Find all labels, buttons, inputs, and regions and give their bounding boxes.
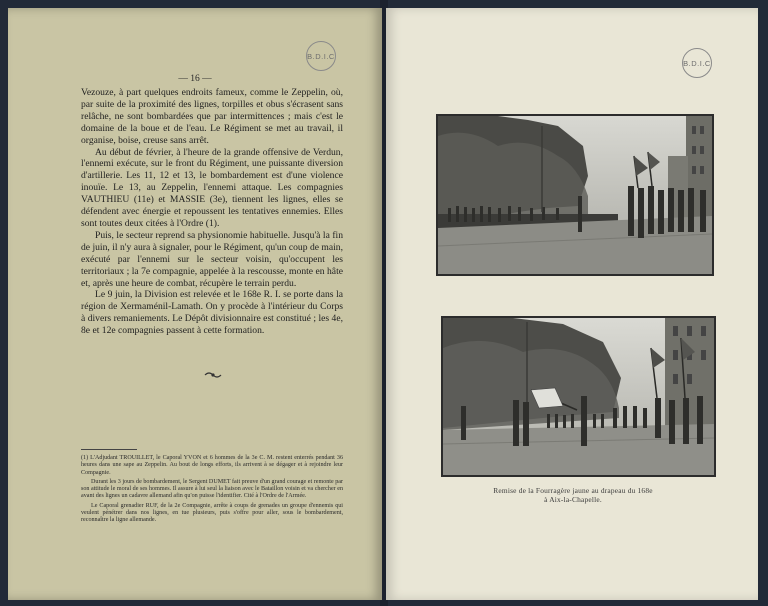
footnote: Le Caporal grenadier RUF, de la 2e Compagnie, arrête à coups de grenades un groupe d'ennemis qui veulent pénétrer dans nos lignes, en tue plusieurs, puis s'offre pour aller, sous le bombardement, reconnaître la ligne allemande. <box>81 502 343 524</box>
footnote: (1) L'Adjudant TROUILLET, le Caporal YVON et 6 hommes de la 3e C. M. restent enterrés pendant 36 heures dans une sape au Zeppelin. Au bout de longs efforts, ils arrivent à se dégager et à rejoindre leur Compagnie. <box>81 455 343 476</box>
paragraph: Le 9 juin, la Division est relevée et le 168e R. I. se porte dans la région de Xermaménil-Lamath. On y procède à l'intérieur du Corps à divers remaniements. Le Dépôt divisionnaire est constitué ; les 4e, 8e et 12e compagnies passent à cette formation. <box>81 289 343 337</box>
footnote-rule <box>81 449 137 450</box>
footnote: Durant les 3 jours de bombardement, le Sergent DUMET fait preuve d'un grand courage et remonte par son attitude le moral de ses hommes. Il assure à lui seul la liaison avec le Bataillon voisin et va chercher en avant des lignes un cadavre allemand afin qu'on puisse l'identifier. Cité à l'Ordre de l'Armée. <box>81 478 343 500</box>
footnotes <box>81 455 343 527</box>
paragraph: Au début de février, à l'heure de la grande offensive de Verdun, l'ennemi exécute, sur le front du Régiment, une puissante diversion d'artillerie. Les 11, 12 et 13, le bombardement est d'une violence inouïe. Le 13, au Zeppelin, l'ennemi attaque. Les compagnies VAUTHIEU (11e) et MASSIE (3e), tiennent les lignes, elles se défendent avec énergie et repoussent les tentatives ennemies. Elles sont toutes deux citées à l'Ordre (1). <box>81 146 343 229</box>
library-stamp: B.D.I.C <box>306 41 336 71</box>
library-stamp: B.D.I.C <box>682 48 712 78</box>
photo-parade-ceremony <box>436 114 714 276</box>
page-number: — 16 — <box>178 74 212 84</box>
caption-line: à Aix-la-Chapelle. <box>544 495 602 505</box>
left-page <box>8 8 382 600</box>
paragraph: Vezouze, à part quelques endroits fameux, comme le Zeppelin, où, par suite de la proximité des lignes, torpilles et obus s'écrasent sans relâche, ne sont bombardées que par intermittences ; mais c'est le domaine de la boue et de l'eau. Le Régiment se met au travail, il organise, boise, creuse sans arrêt. <box>81 87 343 146</box>
body-text <box>81 87 343 337</box>
photo-caption <box>436 486 710 505</box>
photo-flag-ceremony <box>441 316 716 477</box>
fleuron-ornament-icon <box>204 370 222 380</box>
caption-line: Remise de la Fourragère jaune au drapeau du 168e <box>493 486 653 495</box>
paragraph: Puis, le secteur reprend sa physionomie habituelle. Jusqu'à la fin de juin, il n'y aura à signaler, pour le Régiment, qu'un coup de main, exécuté par l'ennemi sur le secteur voisin, qu'occupent les territoriaux ; la 7e compagnie, appelée à la rescousse, monte en hâte et, après une heure de combat, récupère le terrain perdu. <box>81 229 343 289</box>
right-page <box>386 8 758 600</box>
